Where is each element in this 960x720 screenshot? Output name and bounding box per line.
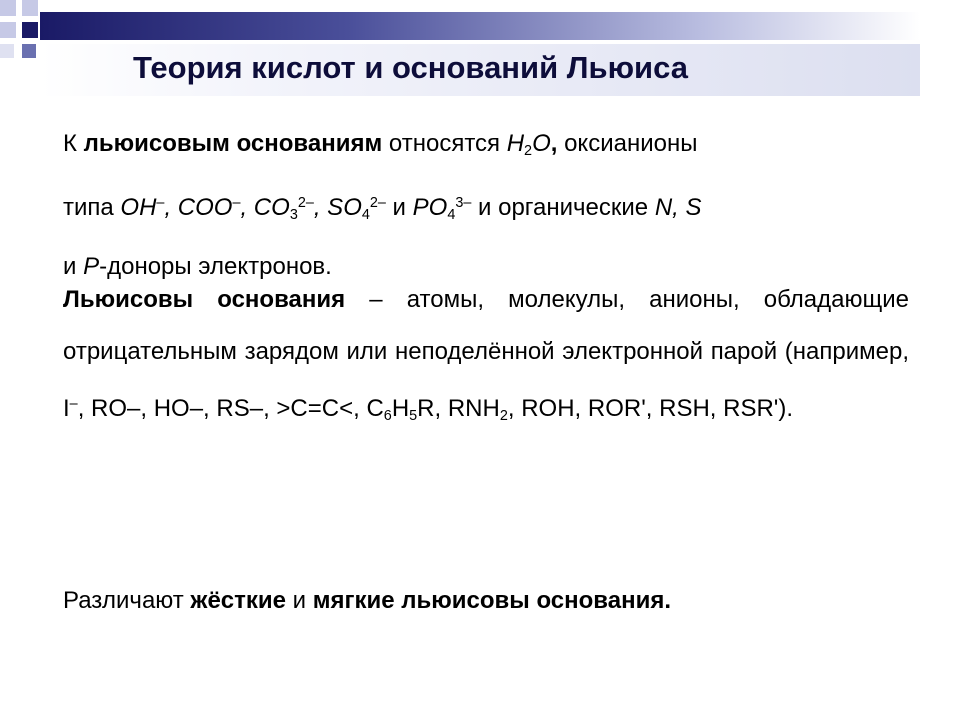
term-lewis-bases: льюисовым основаниям: [83, 130, 383, 157]
formula: , CO: [240, 193, 290, 221]
text-run: – атомы, молекулы, анионы, обладающие отрицательным зарядом или неподелённой электронной парой (например, I: [63, 286, 910, 422]
text-run: оксианионы: [557, 130, 698, 157]
superscript: 2–: [369, 195, 386, 212]
superscript: –: [156, 195, 165, 212]
decor-square: [22, 44, 36, 58]
formula: O: [532, 130, 551, 157]
subscript: 6: [383, 407, 392, 424]
subscript: 5: [409, 407, 418, 424]
text-run: и: [385, 193, 413, 221]
term-lewis-bases-definition: Льюисовы основания: [63, 286, 346, 313]
slide-title: Теория кислот и оснований Льюиса: [133, 50, 688, 85]
text-run: относятся: [382, 130, 507, 157]
formula: N, S: [654, 193, 702, 221]
paragraph-lewis-bases-definition: [63, 274, 909, 442]
text-run: -доноры электронов.: [99, 252, 332, 280]
subscript: 4: [361, 206, 370, 223]
text-run: и: [63, 252, 84, 280]
subscript: 2: [524, 143, 533, 160]
formula: OH: [120, 193, 157, 221]
subscript: 2: [499, 407, 508, 424]
decor-square: [22, 0, 38, 16]
formula: PO: [412, 193, 448, 221]
superscript: –: [69, 396, 78, 412]
comma: ,: [550, 130, 558, 157]
paragraph-hard-soft-bases: [63, 581, 909, 621]
text-run: R, RNH: [417, 394, 500, 422]
text-run: , ROH, ROR', RSH, RSR').: [507, 394, 794, 422]
text-run: типа: [63, 193, 121, 221]
formula: H: [506, 130, 525, 157]
term-hard: жёсткие: [190, 587, 286, 614]
text-run: и органические: [471, 193, 655, 221]
superscript: 3–: [455, 195, 472, 212]
paragraph-lewis-bases-examples: [63, 118, 909, 293]
text-run: , RO–, HO–, RS–, >C=C<, C: [77, 394, 384, 422]
subscript: 3: [289, 206, 298, 223]
text-run: H: [391, 394, 410, 422]
header-gradient-bar: [40, 12, 920, 40]
term-soft-lewis-bases: мягкие льюисовы основания.: [312, 587, 672, 614]
decor-square: [0, 44, 14, 58]
superscript: –: [232, 195, 241, 212]
text-run: и: [286, 587, 313, 614]
decor-square: [0, 0, 16, 16]
subscript: 4: [447, 206, 456, 223]
text-run: Различают: [63, 587, 191, 614]
decor-square: [22, 22, 38, 38]
text-run: К: [63, 130, 84, 157]
decor-square: [0, 22, 16, 38]
formula: P: [83, 252, 100, 280]
formula: , SO: [313, 193, 362, 221]
superscript: 2–: [297, 195, 314, 212]
formula: , COO: [164, 193, 233, 221]
